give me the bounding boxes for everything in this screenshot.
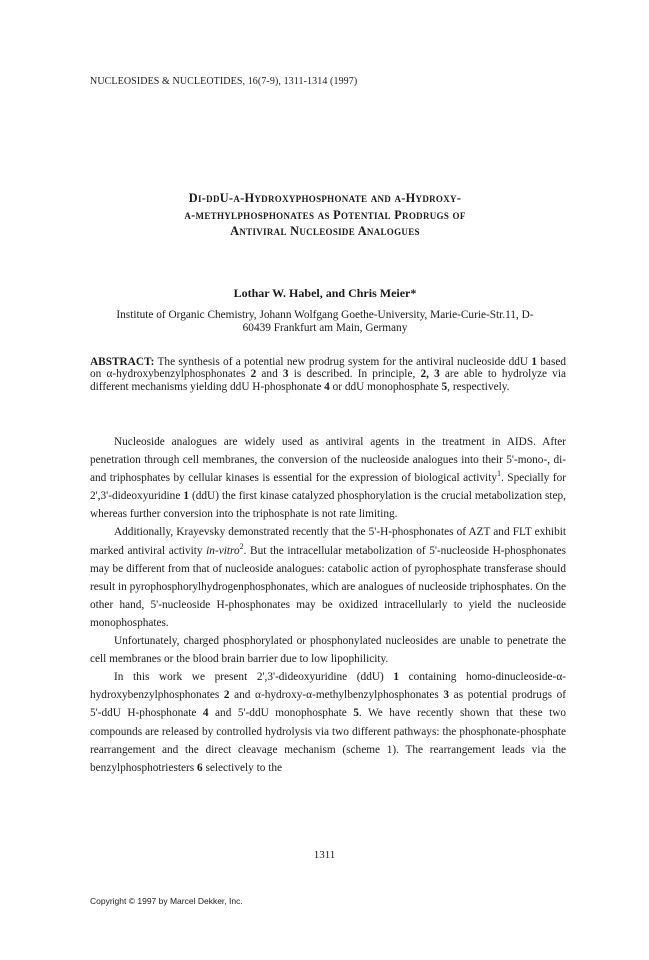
paragraph-text: as potential prodrugs of 5'-ddU H-phosphonate [90, 689, 567, 720]
compound-number: 3 [443, 689, 450, 702]
paragraph-text: Additionally, Krayevsky demonstrated recently that the 5'-H-phosphonates of AZT and FLT exhibit marked antiviral activity [90, 526, 566, 557]
compound-number: 2 [250, 368, 257, 381]
compound-number: 5 [441, 380, 448, 393]
compound-number: 1 [531, 356, 538, 368]
running-header: NUCLEOSIDES & NUCLEOTIDES, 16(7-9), 1311-1314 (1997) [90, 76, 358, 87]
abstract-text: , respectively. [447, 380, 510, 393]
compound-number: 4 [324, 380, 330, 393]
affiliation [90, 309, 560, 335]
abstract-text: and [256, 368, 283, 381]
abstract-text: is described. In principle, [288, 368, 421, 381]
abstract-text: are able to hydrolyze via different mechanisms yielding ddU H-phosphonate [90, 368, 566, 393]
paragraph-text: and α-hydroxy-α-methylbenzylphosphonates [229, 689, 444, 702]
paragraph-text: (ddU) the first kinase catalyzed phosphorylation is the crucial metabolization step, whereas further conversion into the triphosphate is not rate limiting. [90, 490, 566, 521]
compound-number: 5 [353, 707, 359, 720]
paragraph-text: . Specially for 2',3'-dideoxyuridine [90, 472, 566, 503]
affiliation-line: Institute of Organic Chemistry, Johann Wolfgang Goethe-University, Marie-Curie-Str.11, D- [116, 309, 534, 321]
paragraph-text: Nucleoside analogues are widely used as antiviral agents in the treatment in AIDS. After penetration through cell membranes, the conversion of the nucleoside analogues into their 5'-mono-, di- and triphosphates by cellular kinases is essential for the expression of biological activity [90, 436, 566, 485]
compound-number: 2, 3 [420, 368, 440, 381]
paragraph [90, 523, 566, 632]
paragraph: Unfortunately, charged phosphorylated or phosphonylated nucleosides are unable to penetrate the cell membranes or the blood brain barrier due to low lipophilicity. [90, 635, 566, 666]
paragraph-text: containing homo-dinucleoside-α-hydroxybenzylphosphonates [90, 671, 566, 702]
title-line: α-methylphosphonates as Potential Prodrugs of [184, 207, 466, 222]
paragraph-text: . We have recently shown that these two compounds are released by controlled hydrolysis via two different pathways: the phosphonate-phosphate rearrangement and the direct cleavage mechanism (scheme 1). The rearrangement leads via the benzylphosphotriesters [90, 707, 567, 774]
paragraph-text: selectively to the [202, 761, 283, 774]
reference-marker: 1 [496, 469, 501, 479]
paragraph [90, 668, 566, 777]
body-text [90, 433, 566, 777]
abstract-label: ABSTRACT: [90, 356, 155, 368]
compound-number: 1 [393, 671, 400, 684]
author-list: Lothar W. Habel, and Chris Meier* [233, 286, 417, 300]
copyright-notice: Copyright © 1997 by Marcel Dekker, Inc. [90, 896, 243, 906]
paragraph-text: In this work we present 2',3'-dideoxyuridine (ddU) [114, 671, 394, 684]
compound-number: 6 [196, 761, 203, 774]
italic-term: in-vitro [206, 544, 240, 557]
article-title [90, 190, 560, 240]
reference-marker: 2 [239, 541, 244, 551]
title-line: Di-ddU-α-Hydroxyphosphonate and α-Hydroxy- [188, 191, 462, 205]
compound-number: 4 [202, 707, 209, 720]
page-number: 1311 [313, 849, 336, 861]
paragraph-text: . But the intracellular metabolization of 5'-nucleoside H-phosphonates may be different from that of nucleoside analogues: catabolic action of pyrophosphate transferase should result in pyrophosphorylhydrogenphosphonates, which are analogues of nucleoside triphosphates. On the other hand, 5'-nucleoside H-phosphonates may be oxidized intracellularly to yield the nucleoside monophosphates. [90, 544, 566, 629]
abstract-text: The synthesis of a potential new prodrug system for the antiviral nucleoside ddU [154, 356, 532, 368]
abstract-text: or ddU monophosphate [329, 380, 442, 393]
affiliation-line: 60439 Frankfurt am Main, Germany [242, 322, 408, 334]
paragraph-text: and 5'-ddU monophosphate [208, 707, 354, 720]
abstract [90, 356, 566, 393]
compound-number: 1 [183, 490, 189, 503]
paragraph [90, 433, 566, 523]
abstract-text: based on α-hydroxybenzylphosphonates [90, 356, 567, 381]
compound-number: 2 [223, 689, 230, 702]
compound-number: 3 [282, 368, 289, 381]
title-line: Antiviral Nucleoside Analogues [230, 224, 420, 238]
